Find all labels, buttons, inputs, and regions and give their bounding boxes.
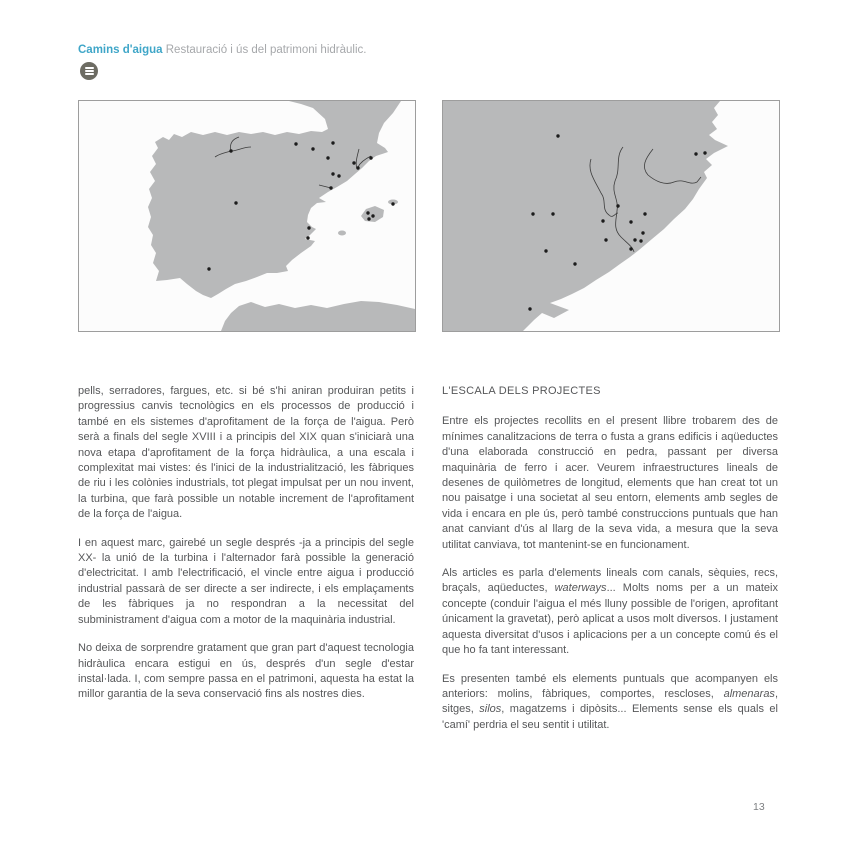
hamburger-menu-icon[interactable]	[80, 62, 98, 80]
page-header	[78, 44, 366, 57]
project-location-dot	[601, 219, 604, 222]
project-location-dot	[544, 249, 547, 252]
project-location-dot	[551, 212, 554, 215]
project-location-dot	[556, 134, 559, 137]
body-paragraph: No deixa de sorprendre gratament que gran part d'aquest tecnologia hidràulica encara estigui en ús, després d'un segle d'estar instal·lada. I, com sempre passa en el patrimoni, aquesta ha estat la millor garantia de la seva conservació fins als nostres dies.	[78, 642, 414, 701]
project-location-dot	[307, 226, 310, 229]
project-location-dot	[329, 186, 332, 189]
project-location-dot	[641, 231, 644, 234]
body-paragraph: Es presenten també els elements puntuals que acompanyen els anteriors: molins, fàbriques, comportes, rescloses, almenaras, sitges, silos, magatzems i dipòsits... Elements sense els quals el 'camí' perdria el seu sentit i utilitat.	[442, 672, 778, 731]
project-location-dot	[356, 166, 359, 169]
project-location-dot	[306, 236, 309, 239]
project-location-dot	[337, 174, 340, 177]
project-location-dot	[528, 307, 531, 310]
project-location-dot	[371, 214, 374, 217]
project-location-dot	[207, 267, 210, 270]
hamburger-bar	[85, 67, 94, 69]
body-paragraph: Als articles es parla d'elements lineals com canals, sèquies, recs, braçals, aqüeductes, waterways... Molts noms per a un mateix concepte (conduir l'aigua el més lluny possible de l'origen, aprofitant únicament la gravetat), però aplicat a usos molt diversos. I justament aquesta diversitat d'usos i aplicacions per a un concepte comú és el que ho fa tant interessant.	[442, 567, 778, 657]
page-number: 13	[753, 801, 765, 813]
project-location-dot	[367, 217, 370, 220]
catalonia-map-figure	[442, 100, 780, 332]
project-location-dot	[694, 152, 697, 155]
project-location-dot	[643, 212, 646, 215]
project-location-dot	[331, 172, 334, 175]
hamburger-bar	[85, 70, 94, 72]
project-location-dot	[629, 220, 632, 223]
project-location-dot	[633, 238, 636, 241]
book-subtitle: Restauració i ús del patrimoni hidràulic.	[165, 44, 367, 56]
body-paragraph: pells, serradores, fargues, etc. si bé s'hi aniran produiran petits i progressius canvis tecnològics en els processos de producció i també en els sistemes d'aprofitament de la força de l'aigua. Però serà a finals del segle XVIII i a principis del XIX quan s'iniciarà una nova etapa d'aprofitament de la força hidràulica, a una escala i complexitat mai vistes: és l'inici de la industrialització, les fàbriques de riu i les colònies industrials, tot plegat impulsat per un nou invent, la turbina, que farà possible un notable increment de l'aprofitament de la força de l'aigua.	[78, 385, 414, 521]
project-location-dot	[294, 142, 297, 145]
project-location-dot	[326, 156, 329, 159]
project-location-dot	[234, 201, 237, 204]
project-location-dot	[352, 161, 355, 164]
project-location-dot	[391, 202, 394, 205]
project-location-dot	[616, 204, 619, 207]
iberia-map	[79, 101, 415, 331]
left-text-column	[78, 384, 414, 716]
book-title: Camins d'aigua	[78, 44, 163, 56]
project-location-dot	[531, 212, 534, 215]
project-location-dot	[639, 239, 642, 242]
project-location-dot	[331, 141, 334, 144]
body-paragraph: I en aquest marc, gairebé un segle després -ja a principis del segle XX- la unió de la turbina i l'alternador farà possible la generació d'electricitat. I amb l'electrificació, el vincle entre aigua i producció industrial passarà de ser directe a ser indirecte, i els emplaçaments de les fàbriques ja no respondran a la necessitat del subministrament d'aigua com a motor de la maquinària industrial.	[78, 536, 414, 626]
project-location-dot	[629, 247, 632, 250]
iberia-map-figure	[78, 100, 416, 332]
right-text-column	[442, 384, 778, 746]
project-location-dot	[604, 238, 607, 241]
project-location-dot	[369, 156, 372, 159]
project-location-dot	[703, 151, 706, 154]
project-location-dot	[311, 147, 314, 150]
project-location-dot	[573, 262, 576, 265]
project-location-dot	[229, 149, 232, 152]
body-paragraph: Entre els projectes recollits en el present llibre trobarem des de mínimes canalitzacions de terra o fusta a grans edificis i aqüeductes d'una elaborada construcció en pedra, passant per diversa maquinària de ferro i acer. Veurem infraestructures lineals de desenes de quilòmetres de longitud, elements que han creat tot un nou paisatge i una societat al seu entorn, elements amb segles de vida i encara en ple ús, però també construccions puntuals que han anat canviant d'ús al llarg de la seva vida, a mesura que la seva utilitat canviava, tot mantenint-se en funcionament.	[442, 415, 778, 551]
project-location-dot	[366, 211, 369, 214]
section-heading: L'ESCALA DELS PROJECTES	[442, 385, 601, 397]
catalonia-map	[443, 101, 779, 331]
hamburger-bar	[85, 73, 94, 75]
ibiza-island	[338, 231, 346, 236]
